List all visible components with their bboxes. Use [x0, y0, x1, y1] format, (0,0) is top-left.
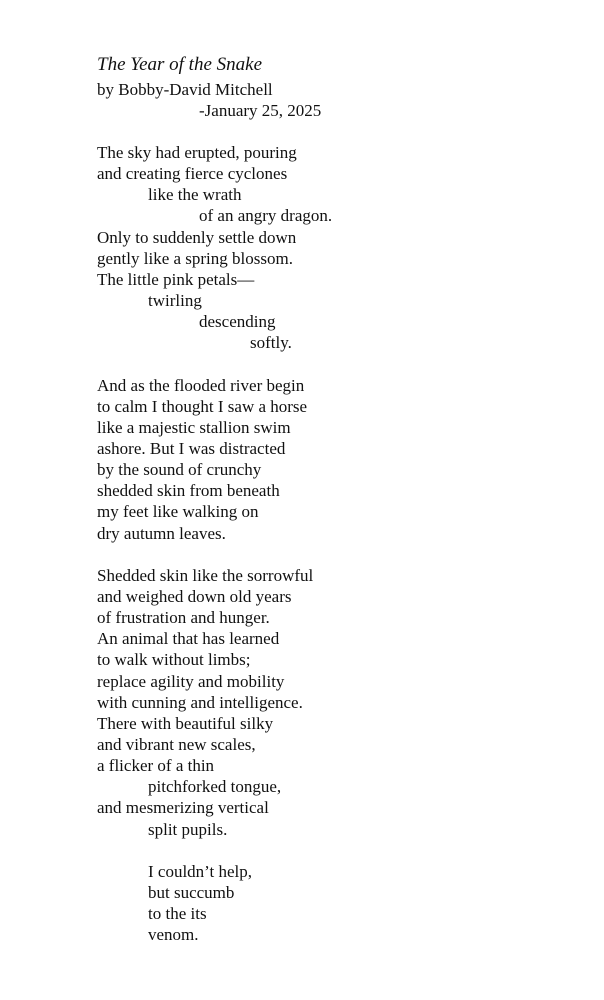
- poem-line: by the sound of crunchy: [97, 460, 262, 480]
- poem-line: The sky had erupted, pouring: [97, 143, 297, 162]
- poem-line: softly.: [250, 333, 292, 353]
- stanza-break: [97, 544, 577, 565]
- poem-line: Shedded skin like the sorrowful: [97, 565, 314, 585]
- poem-line: and vibrant new scales,: [97, 734, 256, 754]
- poem-line: ashore. But I was distracted: [97, 438, 286, 458]
- poem-line: The little pink petals—: [97, 269, 255, 289]
- poem-title: The Year of the Snake: [97, 54, 263, 75]
- poem-line: like the wrath: [148, 185, 242, 205]
- poem-line: Only to suddenly settle down: [97, 227, 297, 247]
- poem-line: to the its: [148, 904, 207, 924]
- poem-line: to walk without limbs;: [97, 650, 251, 670]
- poem-line: shedded skin from beneath: [97, 481, 280, 501]
- poem-line: of frustration and hunger.: [97, 608, 270, 628]
- poem-line: my feet like walking on: [97, 502, 259, 522]
- author-byline: by Bobby-David Mitchell: [97, 80, 273, 99]
- poem-line: gently like a spring blossom.: [97, 248, 293, 268]
- poem-line: pitchforked tongue,: [148, 777, 282, 797]
- poem-line: twirling: [148, 290, 202, 310]
- poem-line: a flicker of a thin: [97, 756, 215, 776]
- poem-line: There with beautiful silky: [97, 713, 274, 733]
- poem-line: replace agility and mobility: [97, 671, 285, 691]
- poem-line: venom.: [148, 925, 199, 945]
- poem-body: [97, 142, 577, 945]
- poem-line: I couldn’t help,: [148, 861, 253, 881]
- poem-line: And as the flooded river begin: [97, 375, 305, 395]
- poem-line: like a majestic stallion swim: [97, 417, 291, 437]
- poem-date: -January 25, 2025: [199, 101, 322, 120]
- poem-line: but succumb: [148, 882, 235, 902]
- poem-line: with cunning and intelligence.: [97, 692, 303, 712]
- poem-line: An animal that has learned: [97, 629, 280, 649]
- poem-line: and weighed down old years: [97, 586, 292, 606]
- poem-line: to calm I thought I saw a horse: [97, 396, 308, 416]
- poem-line: of an angry dragon.: [199, 206, 333, 226]
- poem-line: dry autumn leaves.: [97, 523, 226, 543]
- stanza-break: [97, 840, 577, 861]
- poem-line: and mesmerizing vertical: [97, 798, 269, 818]
- poem-line: descending: [199, 312, 276, 332]
- stanza-break: [97, 353, 577, 374]
- poem-line: and creating fierce cyclones: [97, 164, 288, 184]
- poem-line: split pupils.: [148, 819, 228, 839]
